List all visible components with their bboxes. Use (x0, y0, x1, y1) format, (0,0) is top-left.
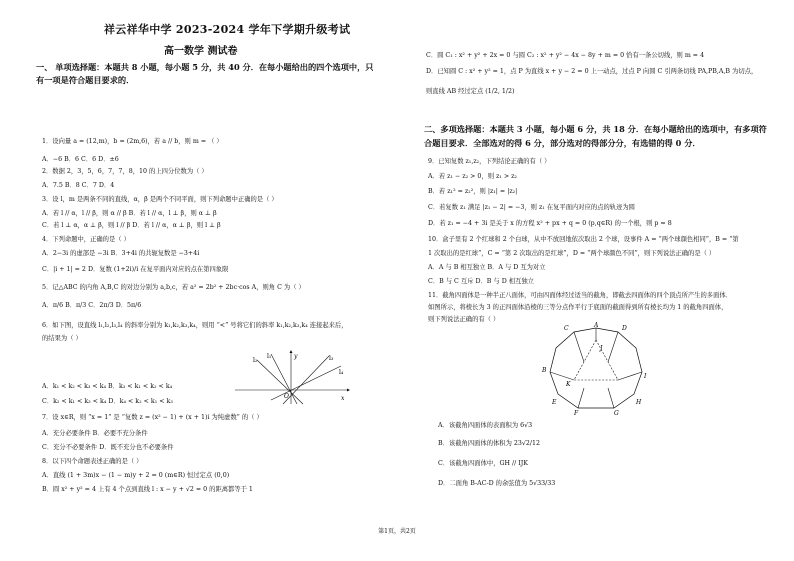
label-l2: l₂ (253, 357, 258, 364)
q2-options: A．7.5 B．8 C．7 D．4 (42, 182, 115, 189)
y-axis-arrow (290, 350, 293, 353)
q10-stem: 10．盒子里有 2 个红球和 2 个白球，从中不放回地依次取出 2 个球，设事件 A = “两个球颜色相同”，B = “第 (428, 236, 739, 243)
vertex-k: K (566, 381, 571, 388)
vertex-i: I (644, 373, 647, 380)
q8-option-d: D．已知圆 C : x² + y² = 1，点 P 为直线 x + y − 2 = 0 上一动点，过点 P 向圆 C 引两条切线 PA,PB,A,B 为切点， (426, 68, 758, 75)
inner-triangle (574, 340, 618, 380)
q6-options-ab: A．k₁ < k₂ < k₃ < k₄ B．k₃ < k₁ < k₂ < k₄ (42, 383, 173, 390)
edge-g (608, 388, 614, 408)
q7-options-cd: C．充分不必要条件 D．既不充分也不必要条件 (42, 444, 174, 451)
q9-option-a: A．若 z₁ − z₂ > 0，则 z₁ > z₂ (428, 173, 517, 180)
vertex-b: B (542, 367, 547, 374)
q4-options-ab: A．2−3i 的虚部是 −3i B．3+4i 的共轭复数是 −3+4i (42, 250, 200, 257)
q6-line-figure (231, 350, 351, 406)
line-l4 (271, 366, 341, 400)
q2-stem: 2．数据 2，3，5，6，7，7，8，10 的上四分位数为（ ） (42, 168, 208, 175)
q11-stem-cont: 如图所示，将棱长为 3 的正四面体沿棱的三等分点作平行于底面的截面得到所有棱长均为 1 的截角四面体， (428, 304, 728, 311)
q4-stem: 4．下列命题中，正确的是（ ） (42, 236, 130, 243)
q10-stem-cont: 1 次取出的是红球”，C = “第 2 次取出的是红球”，D = “两个球颜色不同”，则下列说法正确的是（ ） (428, 250, 716, 257)
q11-stem: 11．截角四面体是一种半正八面体，可由四面体经过适当的截角，即截去四面体的四个顶点所产生的多面体． (428, 292, 732, 299)
q6-stem-cont: 的结果为（ ） (42, 335, 82, 342)
q8-option-c: C．圆 C₁ : x² + y² + 2x = 0 与圆 C₂ : x² + y² − 4x − 8y + m = 0 恰有一条公切线，则 m = 4 (426, 52, 705, 59)
edge-c (608, 332, 618, 362)
section1-heading-cont: 有一项是符合题目要求的． (36, 75, 135, 85)
q1-options: A．−6 B．6 C．6 D．±6 (42, 156, 119, 163)
label-y: y (294, 353, 298, 360)
q11-option-d: D．二面角 B-AC-D 的余弦值为 5√33/33 (438, 480, 556, 487)
line-l3 (283, 356, 329, 404)
page-footer: 第1页，共2页 (378, 528, 416, 535)
q7-stem: 7．设 x∈R，则 “x = 1” 是 “复数 z = (x² − 1) + (x + 1)i 为纯虚数” 的（ ） (42, 414, 263, 421)
label-l4: l₄ (339, 369, 344, 376)
edge-f (578, 388, 584, 408)
q8-stem: 8．以下四个命题表述正确的是（ ） (42, 458, 143, 465)
q9-option-b: B．若 z₁² = z₂²，则 |z₁| = |z₂| (428, 188, 518, 195)
q4-options-cd: C．|i + 1| = 2 D．复数 (1+2i)/i 在复平面内对应的点在第四象限 (42, 266, 229, 273)
q10-options-cd: C．B 与 C 互斥 D．B 与 D 相互独立 (428, 278, 534, 285)
section2-heading: 二、多项选择题：本题共 3 小题，每小题 6 分，共 18 分．在每小题给出的选项中，有多项符 (424, 124, 767, 134)
section2-heading-cont: 合题目要求．全部选对的得 6 分，部分选对的得部分分，有选错的得 0 分． (424, 138, 701, 148)
exam-title: 祥云祥华中学 2023-2024 学年下学期升级考试 (104, 23, 351, 36)
line-l2 (257, 360, 303, 404)
q9-stem: 9．已知复数 z₁,z₂，下列结论正确的有（ ） (428, 158, 551, 165)
q11-stem-cont2: 则下列说法正确的有（ ） (428, 316, 500, 323)
truncated-tetrahedron-figure (538, 322, 654, 416)
x-axis-arrow (347, 389, 350, 392)
edge-e (618, 372, 642, 380)
q3-options-cd: C．若 l ⊥ α，α ⊥ β，则 l // β D．若 l // α，α ⊥ β，则 l ⊥ β (42, 222, 221, 229)
edge-d (550, 372, 574, 380)
section1-heading: 一、 单项选择题：本题共 8 小题，每小题 5 分，共 40 分．在每小题给出的四个选项中，只 (36, 62, 374, 72)
label-origin: O (284, 393, 289, 400)
q3-options-ab: A．若 l // α，l // β，则 α // β B．若 l // α，l ⊥ β，则 α ⊥ β (42, 210, 217, 217)
q5-stem: 5．记△ABC 的内角 A,B,C 的对边分别为 a,b,c，若 a² = 2b² + 2bc·cos A，则角 C 为（ ） (42, 284, 305, 291)
q6-options-cd: C．k₂ < k₁ < k₃ < k₄ D．k₄ < k₂ < k₁ < k₃ (42, 398, 173, 405)
q5-options: A．π/6 B．π/3 C．2π/3 D．5π/6 (42, 302, 142, 309)
vertex-h: H (636, 399, 642, 406)
q3-stem: 3．设 l，m 是两条不同的直线，α，β 是两个不同平面，则下列命题中正确的是（ ） (42, 196, 278, 203)
label-l1: l₁ (267, 353, 272, 360)
q8-option-b: B．圆 x² + y² = 4 上有 4 个点到直线 l : x − y + √2 = 0 的距离都等于 1 (42, 486, 253, 493)
q7-options-ab: A．充分必要条件 B．必要不充分条件 (42, 430, 148, 437)
vertex-g: G (614, 410, 619, 416)
edge-b (574, 332, 584, 362)
q11-option-a: A．该截角四面体的表面积为 6√3 (438, 422, 533, 429)
vertex-e: E (552, 399, 557, 406)
vertex-f: F (574, 410, 579, 416)
q6-stem: 6．如下图，设直线 l₁,l₂,l₃,l₄ 的斜率分别为 k₁,k₂,k₃,k₄，则用 “<” 号将它们的斜率 k₁,k₂,k₃,k₄ 连接起来后， (42, 322, 348, 329)
label-x: x (341, 395, 345, 402)
vertex-d: D (622, 325, 627, 332)
q8-option-d-cont: 则直线 AB 经过定点 (1/2, 1/2) (426, 88, 515, 95)
label-l3: l₃ (329, 355, 334, 362)
q9-option-c: C．若复数 z₁ 满足 |z₁ − 2| = −3，则 z₁ 在复平面内对应的点的轨迹为圆 (428, 204, 635, 211)
vertex-a: A (594, 322, 599, 329)
q10-options-ab: A．A 与 B 相互独立 B．A 与 D 互为对立 (428, 264, 546, 271)
q11-option-c: C．该截角四面体中，GH // IJK (438, 460, 528, 467)
q1-stem: 1．设向量 a = (12,m)，b = (2m,6)，若 a // b，则 m = （ ） (42, 138, 223, 145)
q9-option-d: D．若 z₁ = −4 + 3i 是关于 x 的方程 x² + px + q = 0 (p,q∈R) 的一个根，则 p = 8 (428, 220, 672, 227)
vertex-c: C (564, 325, 569, 332)
q8-option-a: A．直线 (1 + 3m)x − (1 − m)y + 2 = 0 (m∈R) 恒过定点 (0,0) (42, 472, 230, 479)
vertex-j: J (600, 345, 603, 352)
exam-subtitle: 高一数学 测试卷 (164, 46, 238, 57)
q11-option-b: B．该截角四面体的体积为 23√2/12 (438, 440, 541, 447)
